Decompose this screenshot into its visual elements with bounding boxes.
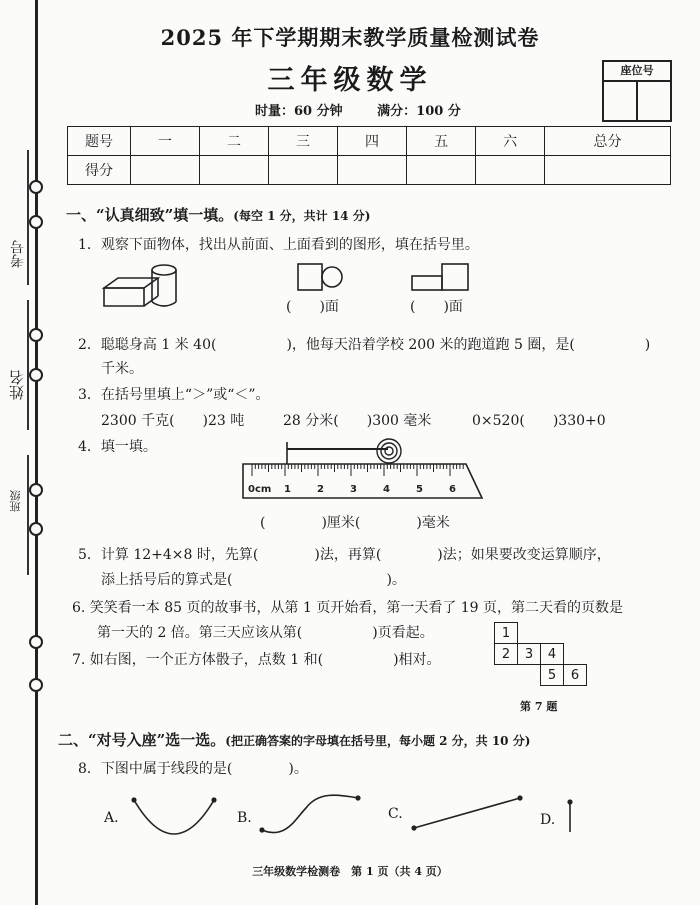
ruler-label: 5	[416, 484, 423, 495]
question-4: 4．填一填。	[78, 439, 157, 455]
ruler-label: 3	[350, 484, 357, 495]
score-cell: 四	[338, 127, 407, 156]
binding-line	[35, 0, 38, 905]
full-score: 满分：100 分	[377, 104, 461, 119]
question-1: 1．观察下面物体，找出从前面、上面看到的图形，填在括号里。	[78, 237, 479, 253]
solid-objects-figure	[96, 258, 186, 312]
binding-hole	[29, 215, 43, 229]
die-face: 2	[495, 644, 518, 665]
binding-hole	[29, 522, 43, 536]
question-1-blank-1[interactable]: ( )面	[286, 299, 339, 315]
ruler-label: 4	[383, 484, 390, 495]
die-caption: 第 7 题	[520, 700, 558, 713]
page-footer: 三年级数学检测卷 第 1 页（共 4 页）	[252, 865, 448, 878]
option-a-curve	[126, 790, 222, 842]
score-cell: 六	[476, 127, 545, 156]
die-net-figure	[494, 622, 587, 686]
die-face: 6	[564, 665, 587, 686]
score-cell: 总分	[545, 127, 671, 156]
die-face: 5	[541, 665, 564, 686]
score-table	[67, 126, 671, 185]
time-limit: 时量：60 分钟	[255, 104, 343, 119]
name-label: 姓名	[8, 370, 26, 400]
option-a-label[interactable]: A.	[104, 810, 119, 826]
option-d-label[interactable]: D.	[540, 812, 556, 828]
view-figure-1	[296, 262, 346, 292]
question-2-line-1: 2．聪聪身高 1 米 40( )，他每天沿着学校 200 米的跑道跑 5 圈，是( )	[78, 337, 651, 353]
ruler-label: 0cm	[248, 484, 272, 495]
score-table-score-row	[68, 156, 671, 185]
binding-hole	[29, 368, 43, 382]
question-1-blank-2[interactable]: ( )面	[410, 299, 463, 315]
question-5-line-1: 5．计算 12+4×8 时，先算( )法，再算( )法；如果要改变运算顺序，	[78, 547, 611, 563]
subject-title: 三年级数学	[267, 65, 433, 96]
exam-number-label: 考号	[10, 240, 26, 268]
question-3-item-2: 28 分米( )300 毫米	[283, 413, 432, 429]
score-cell: 二	[200, 127, 269, 156]
binding-hole	[29, 328, 43, 342]
question-2-line-2: 千米。	[101, 361, 143, 377]
option-c-label[interactable]: C.	[388, 806, 403, 822]
class-line	[27, 455, 29, 575]
option-d-segment	[562, 796, 578, 836]
option-b-curve	[256, 788, 364, 838]
score-input-cell[interactable]	[338, 156, 407, 185]
class-label: 班级	[9, 490, 22, 512]
question-3-item-1: 2300 千克( )23 吨	[101, 413, 245, 429]
score-cell: 题号	[68, 127, 131, 156]
score-cell: 一	[131, 127, 200, 156]
die-face: 4	[541, 644, 564, 665]
exam-info	[255, 100, 491, 119]
name-line	[27, 300, 29, 430]
exam-number-line	[27, 150, 29, 285]
score-cell: 三	[269, 127, 338, 156]
die-face: 1	[495, 623, 518, 644]
ruler-label: 2	[317, 484, 324, 495]
binding-hole	[29, 635, 43, 649]
ruler-figure	[238, 436, 488, 506]
section-1-title	[66, 204, 370, 225]
score-input-cell[interactable]	[131, 156, 200, 185]
seat-number-box[interactable]	[602, 60, 672, 122]
score-input-cell[interactable]	[269, 156, 338, 185]
seat-number-label: 座位号	[604, 62, 670, 82]
score-input-cell[interactable]	[476, 156, 545, 185]
question-5-line-2: 添上括号后的算式是( )。	[101, 572, 406, 588]
die-face: 3	[518, 644, 541, 665]
score-table-header-row	[68, 127, 671, 156]
score-input-cell[interactable]	[407, 156, 476, 185]
question-4-blanks[interactable]: ( )厘米( )毫米	[260, 515, 450, 531]
score-input-cell[interactable]	[200, 156, 269, 185]
section-1-heading: 一、“认真细致”填一填。	[66, 206, 234, 224]
score-cell: 五	[407, 127, 476, 156]
question-7: 7. 如右图，一个正方体骰子，点数 1 和( )相对。	[72, 652, 441, 668]
question-6-line-2: 第一天的 2 倍。第三天应该从第( )页看起。	[97, 625, 434, 641]
section-2-title	[58, 729, 530, 750]
question-8: 8．下图中属于线段的是( )。	[78, 761, 308, 777]
section-2-note: (把正确答案的字母填在括号里，每小题 2 分，共 10 分)	[225, 734, 531, 748]
ruler-label: 1	[284, 484, 291, 495]
exam-title: 2025 年下学期期末教学质量检测试卷	[160, 25, 540, 50]
question-3: 3．在括号里填上“＞”或“＜”。	[78, 387, 270, 403]
question-6-line-1: 6. 笑笑看一本 85 页的故事书，从第 1 页开始看，第一天看了 19 页，第二天看的页数是	[72, 600, 624, 616]
view-figure-2	[410, 262, 472, 292]
question-3-item-3: 0×520( )330+0	[472, 413, 606, 429]
section-1-note: (每空 1 分，共计 14 分)	[233, 209, 371, 223]
score-input-cell[interactable]	[545, 156, 671, 185]
ruler-label: 6	[449, 484, 456, 495]
option-b-label[interactable]: B.	[237, 810, 252, 826]
section-2-heading: 二、“对号入座”选一选。	[58, 731, 226, 749]
binding-hole	[29, 678, 43, 692]
seat-divider	[636, 82, 638, 120]
score-row-label: 得分	[68, 156, 131, 185]
option-c-segment	[408, 790, 526, 834]
binding-hole	[29, 180, 43, 194]
binding-hole	[29, 483, 43, 497]
